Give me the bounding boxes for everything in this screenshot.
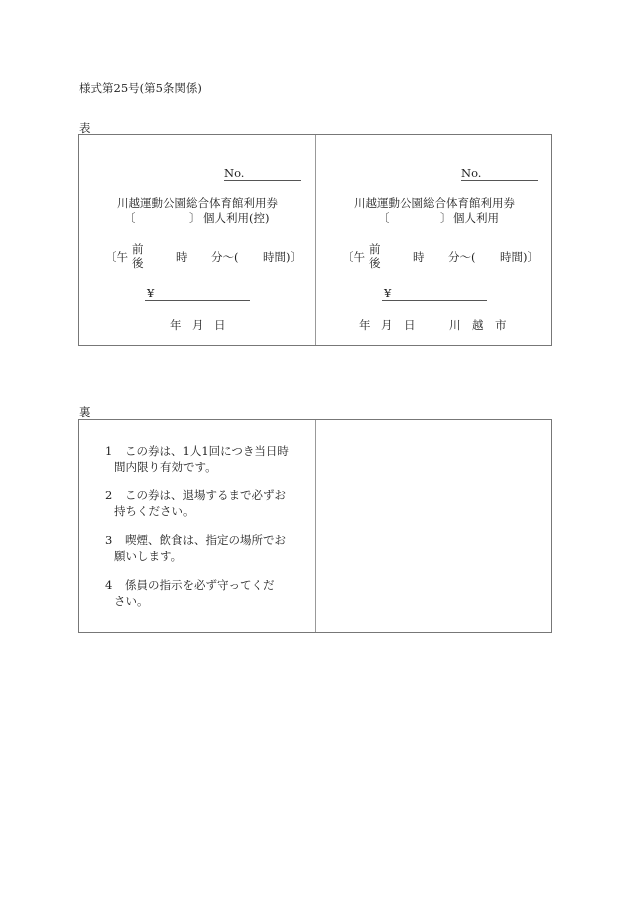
amount-field [382,286,487,301]
am-option: 前 [132,242,144,256]
amount-field [145,286,250,301]
date-day-label: 日 [214,318,226,332]
rule-text-line2: 持ちください。 [114,504,195,518]
am-option: 前 [369,242,381,256]
back-label: 裏 [79,405,91,419]
minute-label: 分〜( [211,250,239,264]
ticket-title: 川越運動公園総合体育館利用券 [117,196,278,210]
date-month-label: 月 [381,318,393,332]
rule-number: 3 [105,533,113,547]
ticket-number-label: No. [461,166,482,180]
blank-panel [316,420,553,632]
ticket-back [78,419,552,633]
rule-item [105,577,305,609]
ticket-title: 川越運動公園総合体育館利用券 [354,196,515,210]
ticket-main-panel [316,135,553,345]
pm-option: 後 [132,256,144,270]
pm-option: 後 [369,256,381,270]
rule-text-line1: 係員の指示を必ず守ってくだ [125,578,275,592]
ticket-front [78,134,552,346]
usage-label: 個人利用(控) [203,211,270,225]
minute-label: 分〜( [448,250,476,264]
rule-text-line1: この券は、退場するまで必ずお [125,488,286,502]
rule-number: 2 [105,488,113,502]
usage-label: 個人利用 [453,211,499,225]
time-prefix: 〔午 [342,250,365,264]
rule-item [105,487,305,519]
time-prefix: 〔午 [105,250,128,264]
rule-text-line2: 願いします。 [114,549,183,563]
ticket-number-field [224,166,301,181]
bracket-close: 〕 [189,211,201,225]
yen-symbol: ¥ [384,286,392,300]
rule-number: 1 [105,444,113,458]
rule-text-line2: さい。 [114,594,149,608]
rule-text-line2: 間内限り有効です。 [114,460,217,474]
rule-item [105,532,305,564]
rule-item [105,443,305,475]
rule-text-line1: 喫煙、飲食は、指定の場所でお [125,533,286,547]
ticket-number-field [461,166,538,181]
date-month-label: 月 [192,318,204,332]
duration-label: 時間)〕 [500,250,539,264]
front-label: 表 [79,121,91,135]
am-pm-selector [132,242,144,270]
bracket-open: 〔 [378,211,390,225]
rule-text-line1: この券は、1人1回につき当日時 [125,444,289,458]
form-title: 様式第25号(第5条関係) [79,81,202,95]
bracket-close: 〕 [440,211,452,225]
duration-label: 時間)〕 [263,250,302,264]
hour-label: 時 [413,250,425,264]
date-year-label: 年 [170,318,182,332]
ticket-number-label: No. [224,166,245,180]
date-day-label: 日 [404,318,416,332]
ticket-stub-panel [79,135,316,345]
hour-label: 時 [176,250,188,264]
date-year-label: 年 [359,318,371,332]
issuer-name: 川 越 市 [449,318,507,332]
am-pm-selector [369,242,381,270]
bracket-open: 〔 [124,211,136,225]
yen-symbol: ¥ [147,286,155,300]
rules-panel [79,420,316,632]
rule-number: 4 [105,578,113,592]
